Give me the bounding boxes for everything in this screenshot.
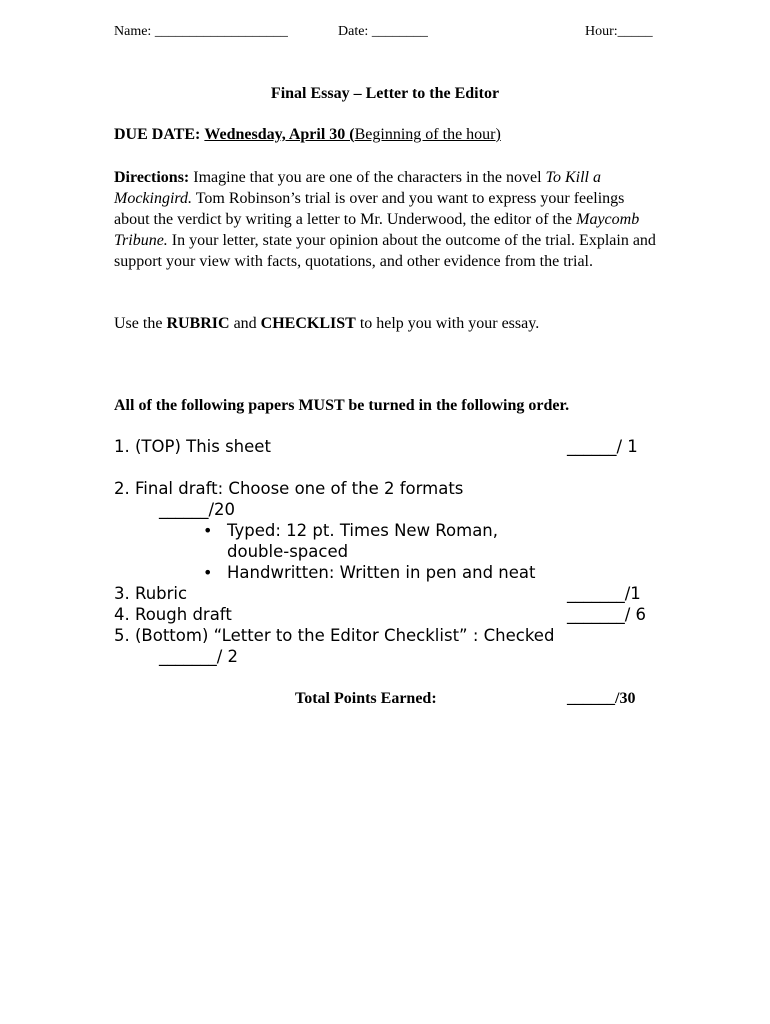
name-field-label: Name: ___________________: [114, 24, 288, 39]
bullet-icon: •: [203, 521, 213, 540]
bullet-typed: Typed: 12 pt. Times New Roman,: [227, 521, 499, 540]
due-date-line: [114, 126, 501, 144]
hour-field-label: Hour:_____: [585, 24, 653, 39]
item-2-label: 2. Final draft: Choose one of the 2 formats: [114, 479, 464, 498]
directions-label: Directions:: [114, 169, 190, 186]
checklist-word: CHECKLIST: [260, 315, 356, 332]
use-line-pre: Use the: [114, 315, 167, 332]
due-date-label: DUE DATE:: [114, 126, 201, 143]
directions-text-1: Imagine that you are one of the characters in the novel: [189, 169, 546, 186]
order-heading: All of the following papers MUST be turned in the following order.: [114, 397, 570, 414]
item-1-score: ______/ 1: [567, 437, 638, 456]
item-4-score: _______/ 6: [567, 605, 647, 624]
document-title: Final Essay – Letter to the Editor: [270, 85, 500, 102]
directions-text-3: In your letter, state your opinion about the outcome of the trial. Explain and support your view with facts, quotations, and other evidence from the trial.: [114, 232, 656, 270]
use-line-mid: and: [229, 315, 261, 332]
due-date-value: Wednesday, April 30 (: [204, 126, 355, 143]
bullet-typed-cont: double-spaced: [227, 542, 349, 561]
total-points-score: ______/30: [567, 690, 636, 707]
item-1-label: 1. (TOP) This sheet: [114, 437, 271, 456]
date-field-label: Date: ________: [338, 24, 428, 39]
use-rubric-line: [114, 313, 659, 334]
rubric-word: RUBRIC: [166, 315, 230, 332]
item-5-score: _______/ 2: [159, 647, 239, 666]
use-line-post: to help you with your essay.: [355, 315, 540, 332]
item-5-label: 5. (Bottom) “Letter to the Editor Checklist” : Checked: [114, 626, 555, 645]
bullet-icon: •: [203, 563, 213, 582]
item-3-score: _______/1: [567, 584, 641, 603]
directions-paragraph: [114, 167, 659, 272]
item-2-score: ______/20: [159, 500, 236, 519]
due-date-note: Beginning of the hour): [354, 126, 501, 143]
bullet-handwritten: Handwritten: Written in pen and neat: [227, 563, 536, 582]
directions-text-2: Tom Robinson’s trial is over and you want to express your feelings about the verdict by writing a letter to Mr. Underwood, the editor of the: [114, 190, 625, 228]
novel-title: To Kill a Mockingird.: [114, 169, 601, 207]
newspaper-name: Maycomb Tribune.: [114, 211, 640, 249]
item-4-label: 4. Rough draft: [114, 605, 232, 624]
item-3-label: 3. Rubric: [114, 584, 188, 603]
total-points-label: Total Points Earned:: [295, 690, 437, 707]
